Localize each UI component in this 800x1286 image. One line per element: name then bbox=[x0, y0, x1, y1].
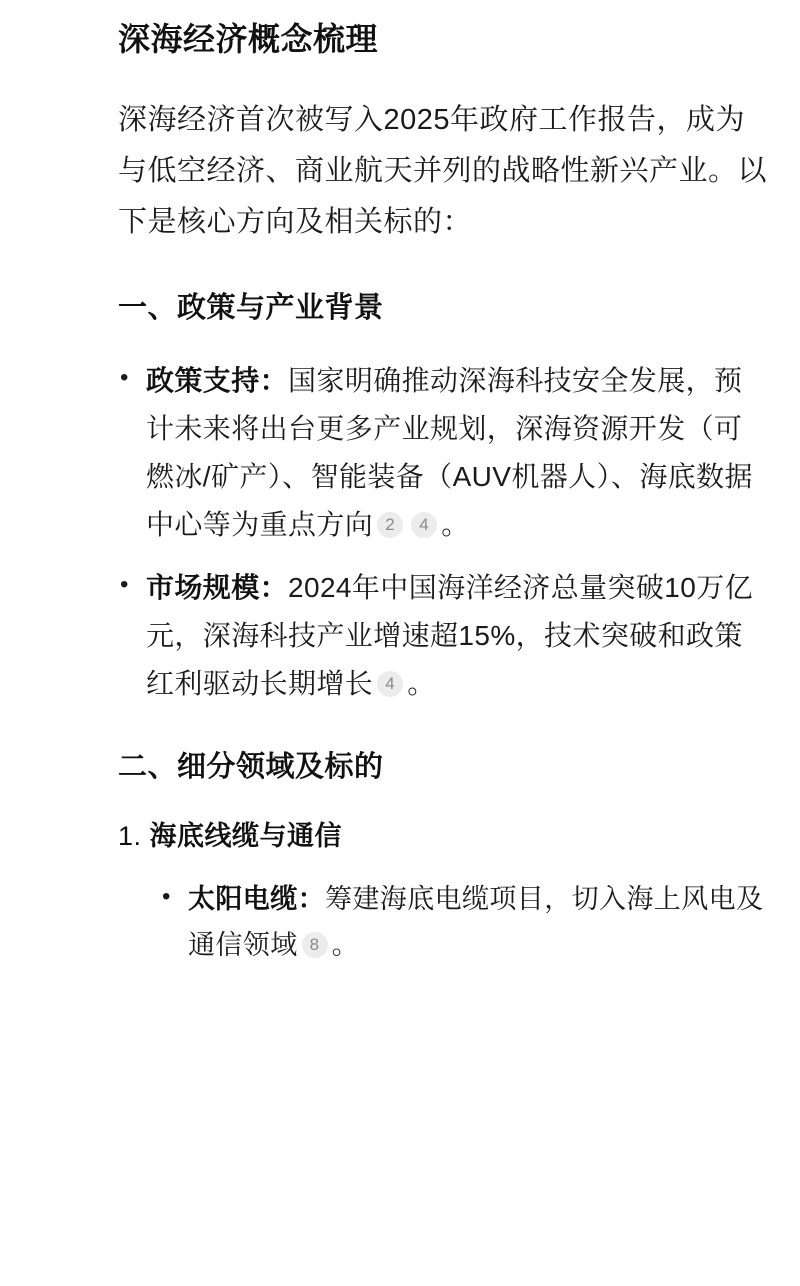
bullet-list-policy bbox=[118, 357, 770, 708]
bullet-term: 政策支持： bbox=[146, 364, 289, 396]
citation-badge[interactable]: 4 bbox=[377, 671, 403, 697]
list-item bbox=[118, 357, 770, 550]
subsection-title: 海底线缆与通信 bbox=[149, 820, 343, 851]
bullet-term: 太阳电缆： bbox=[188, 884, 325, 915]
subsection-heading-submarine-cable bbox=[118, 816, 770, 857]
bullet-tail: 。 bbox=[331, 930, 360, 961]
citation-badge[interactable]: 8 bbox=[302, 932, 328, 958]
bullet-tail: 。 bbox=[441, 509, 470, 541]
section-heading-segments: 二、细分领域及标的 bbox=[118, 751, 384, 784]
list-item bbox=[160, 876, 770, 969]
bullet-text: 2024年中国海洋经济总量突破10万亿元，深海科技产业增速超15%，技术突破和政策红利驱动长期增长 bbox=[146, 571, 754, 699]
bullet-tail: 。 bbox=[407, 667, 436, 699]
intro-paragraph: 深海经济首次被写入2025年政府工作报告，成为与低空经济、商业航天并列的战略性新兴产业。以下是核心方向及相关标的： bbox=[118, 104, 768, 238]
bullet-list-submarine-cable bbox=[118, 876, 770, 969]
subsection-number: 1. bbox=[118, 820, 142, 851]
citation-badge[interactable]: 4 bbox=[411, 512, 437, 538]
bullet-text: 筹建海底电缆项目，切入海上风电及通信领域 bbox=[188, 884, 764, 961]
bullet-text: 国家明确推动深海科技安全发展，预计未来将出台更多产业规划，深海资源开发（可燃冰/矿产）、智能装备（AUV机器人）、海底数据中心等为重点方向 bbox=[146, 364, 753, 541]
list-item bbox=[118, 564, 770, 708]
bullet-term: 市场规模： bbox=[146, 571, 289, 603]
citation-badge[interactable]: 2 bbox=[377, 512, 403, 538]
page-title: 深海经济概念梳理 bbox=[118, 21, 379, 57]
section-heading-policy: 一、政策与产业背景 bbox=[118, 292, 384, 325]
